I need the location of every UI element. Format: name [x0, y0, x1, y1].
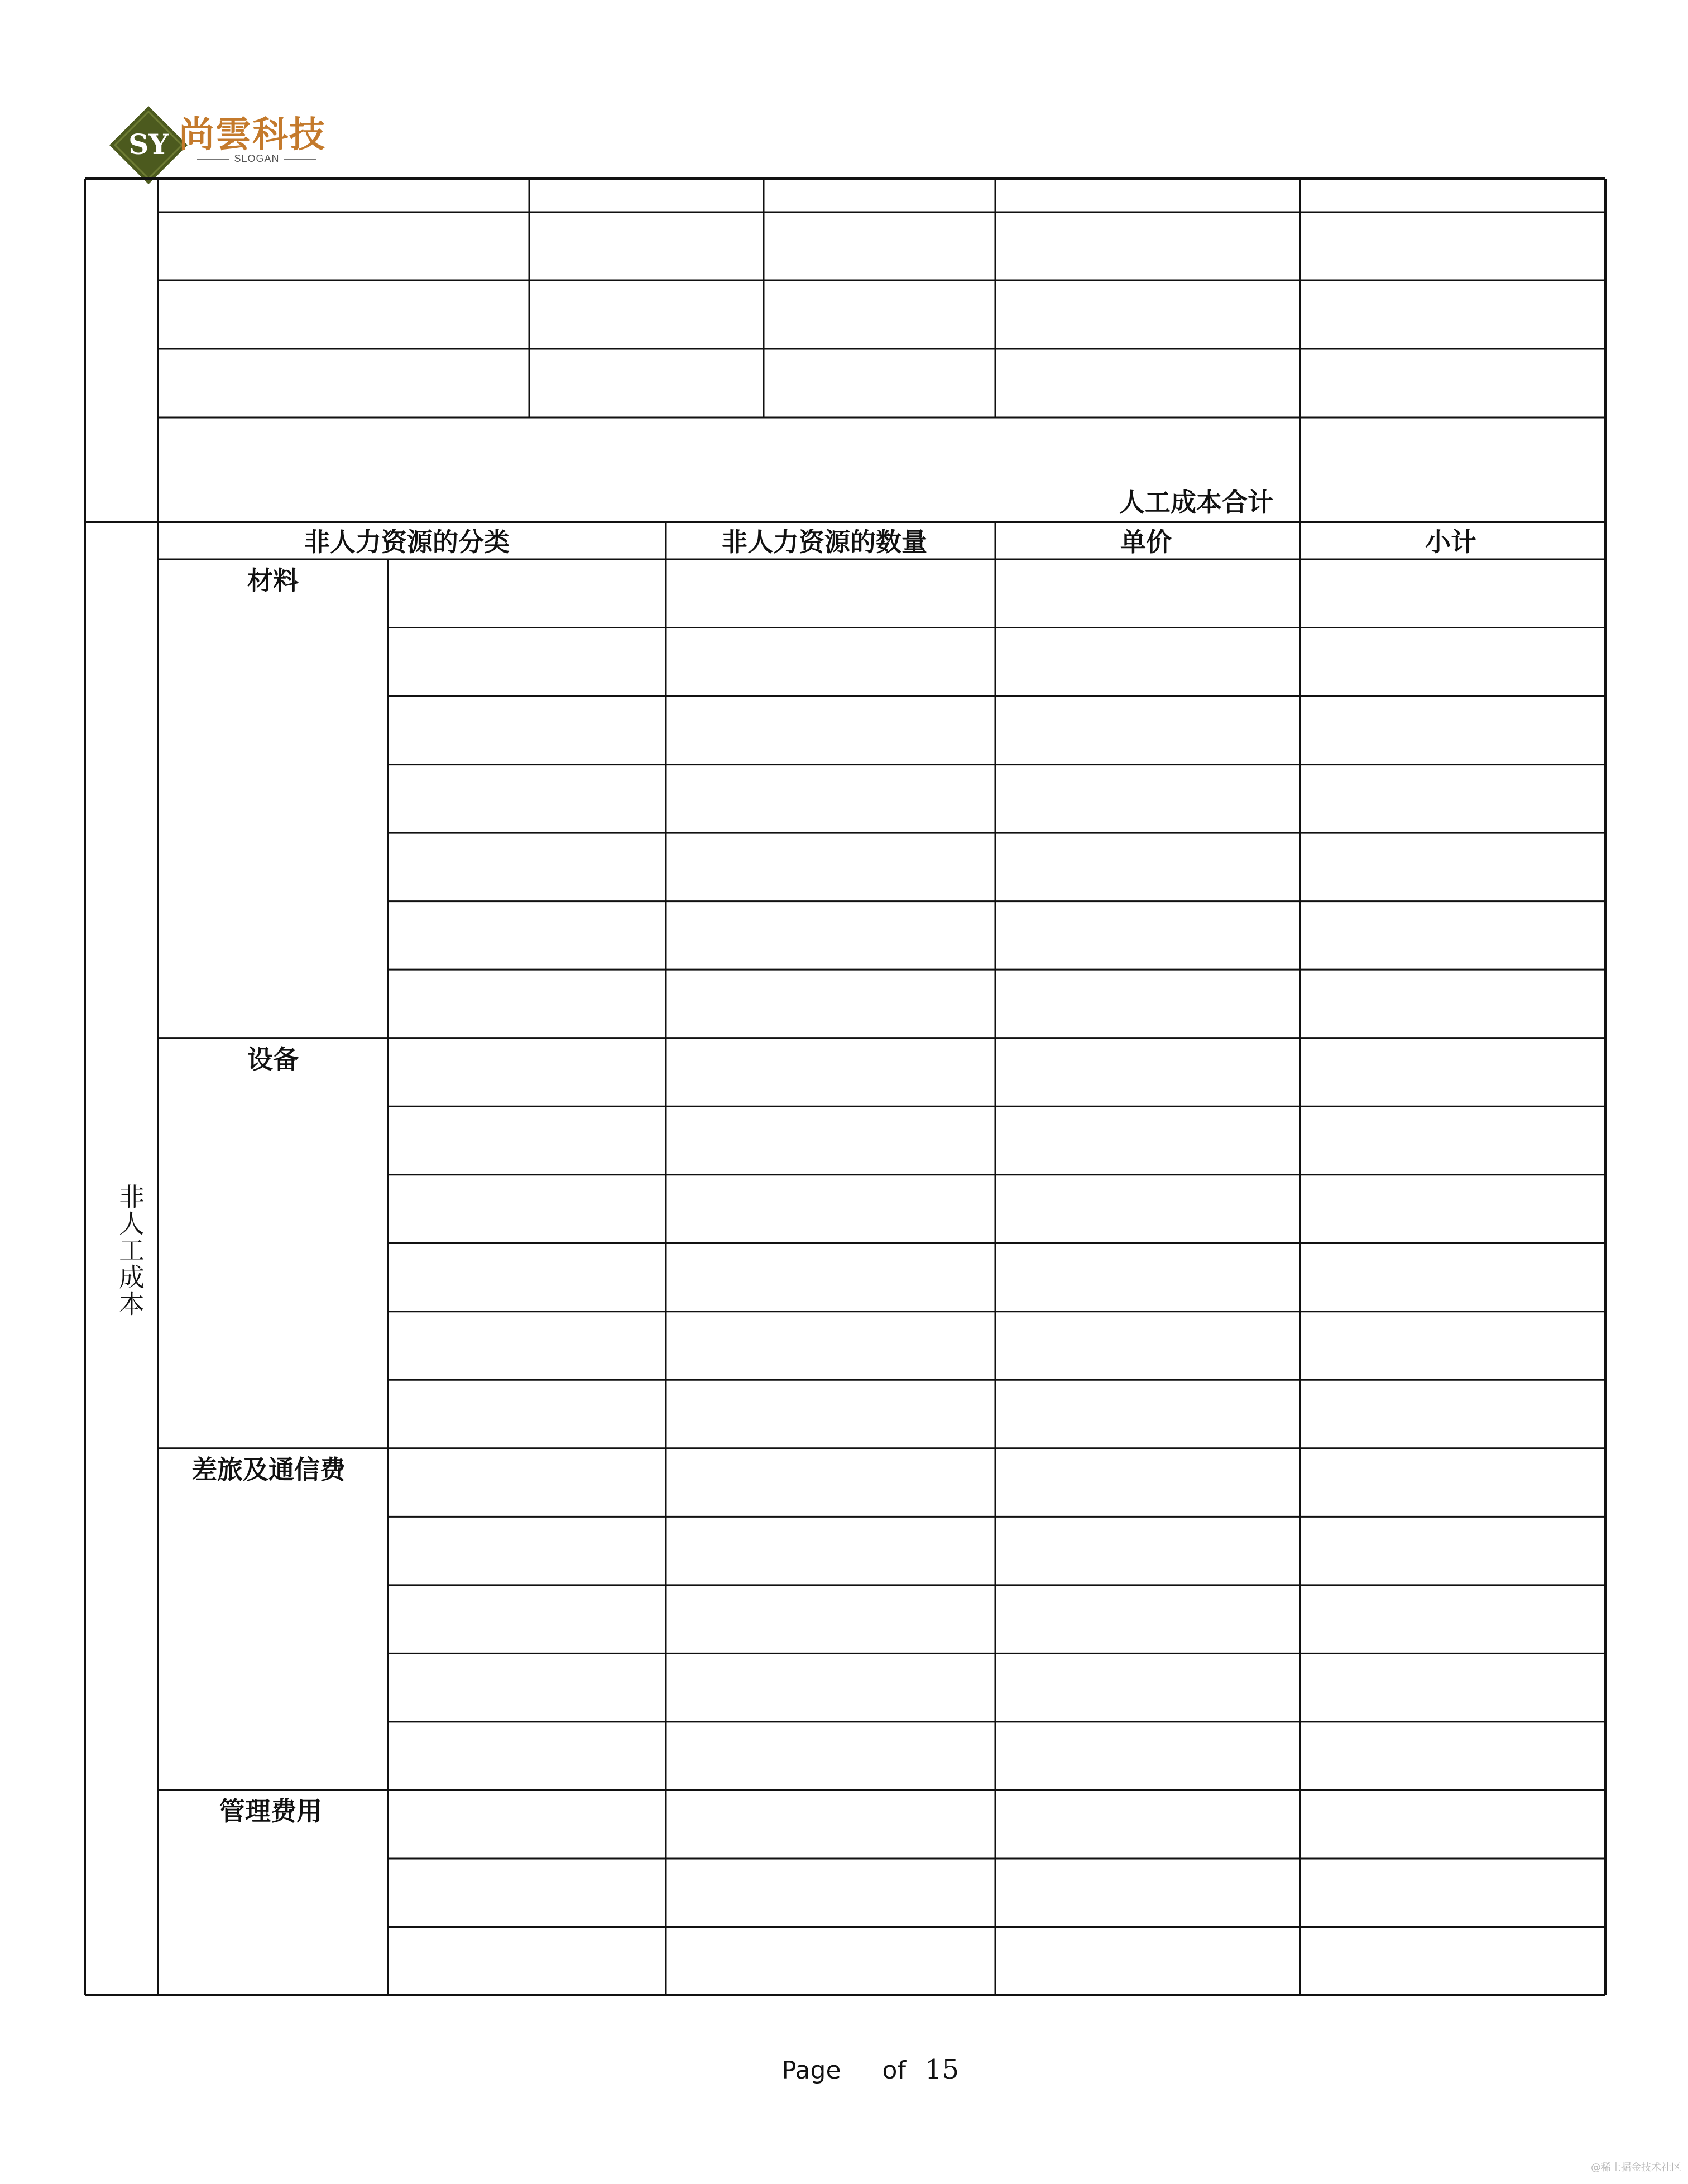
total-pages: 15: [924, 2054, 960, 2085]
page-footer: [781, 2054, 959, 2085]
of-word: of: [882, 2056, 906, 2085]
header-subtotal: 小计: [1425, 527, 1476, 557]
header-category: 非人力资源的分类: [304, 527, 510, 557]
header-quantity: 非人力资源的数量: [722, 527, 927, 557]
watermark: @稀土掘金技术社区: [1591, 2162, 1681, 2173]
group-label-management-fees: 管理费用: [219, 1796, 322, 1827]
logo-diamond-icon: [109, 106, 188, 184]
non-labor-cost-side-label: 非人工成本: [115, 1183, 145, 1317]
brand-name: 尚雲科技: [179, 114, 326, 156]
cost-form-table: [84, 177, 1607, 1997]
company-logo: [104, 100, 338, 179]
slogan: SLOGAN: [184, 153, 329, 165]
logo-monogram: SY: [128, 128, 169, 161]
group-label-materials: 材料: [247, 565, 299, 596]
table-grid: [84, 177, 1607, 1997]
group-label-equipment: 设备: [247, 1044, 299, 1074]
labor-cost-total-label: 人工成本合计: [1119, 487, 1273, 517]
header-unit-price: 单价: [1120, 527, 1172, 557]
group-label-travel-communication: 差旅及通信费: [191, 1454, 346, 1485]
page-word: Page: [781, 2056, 841, 2085]
